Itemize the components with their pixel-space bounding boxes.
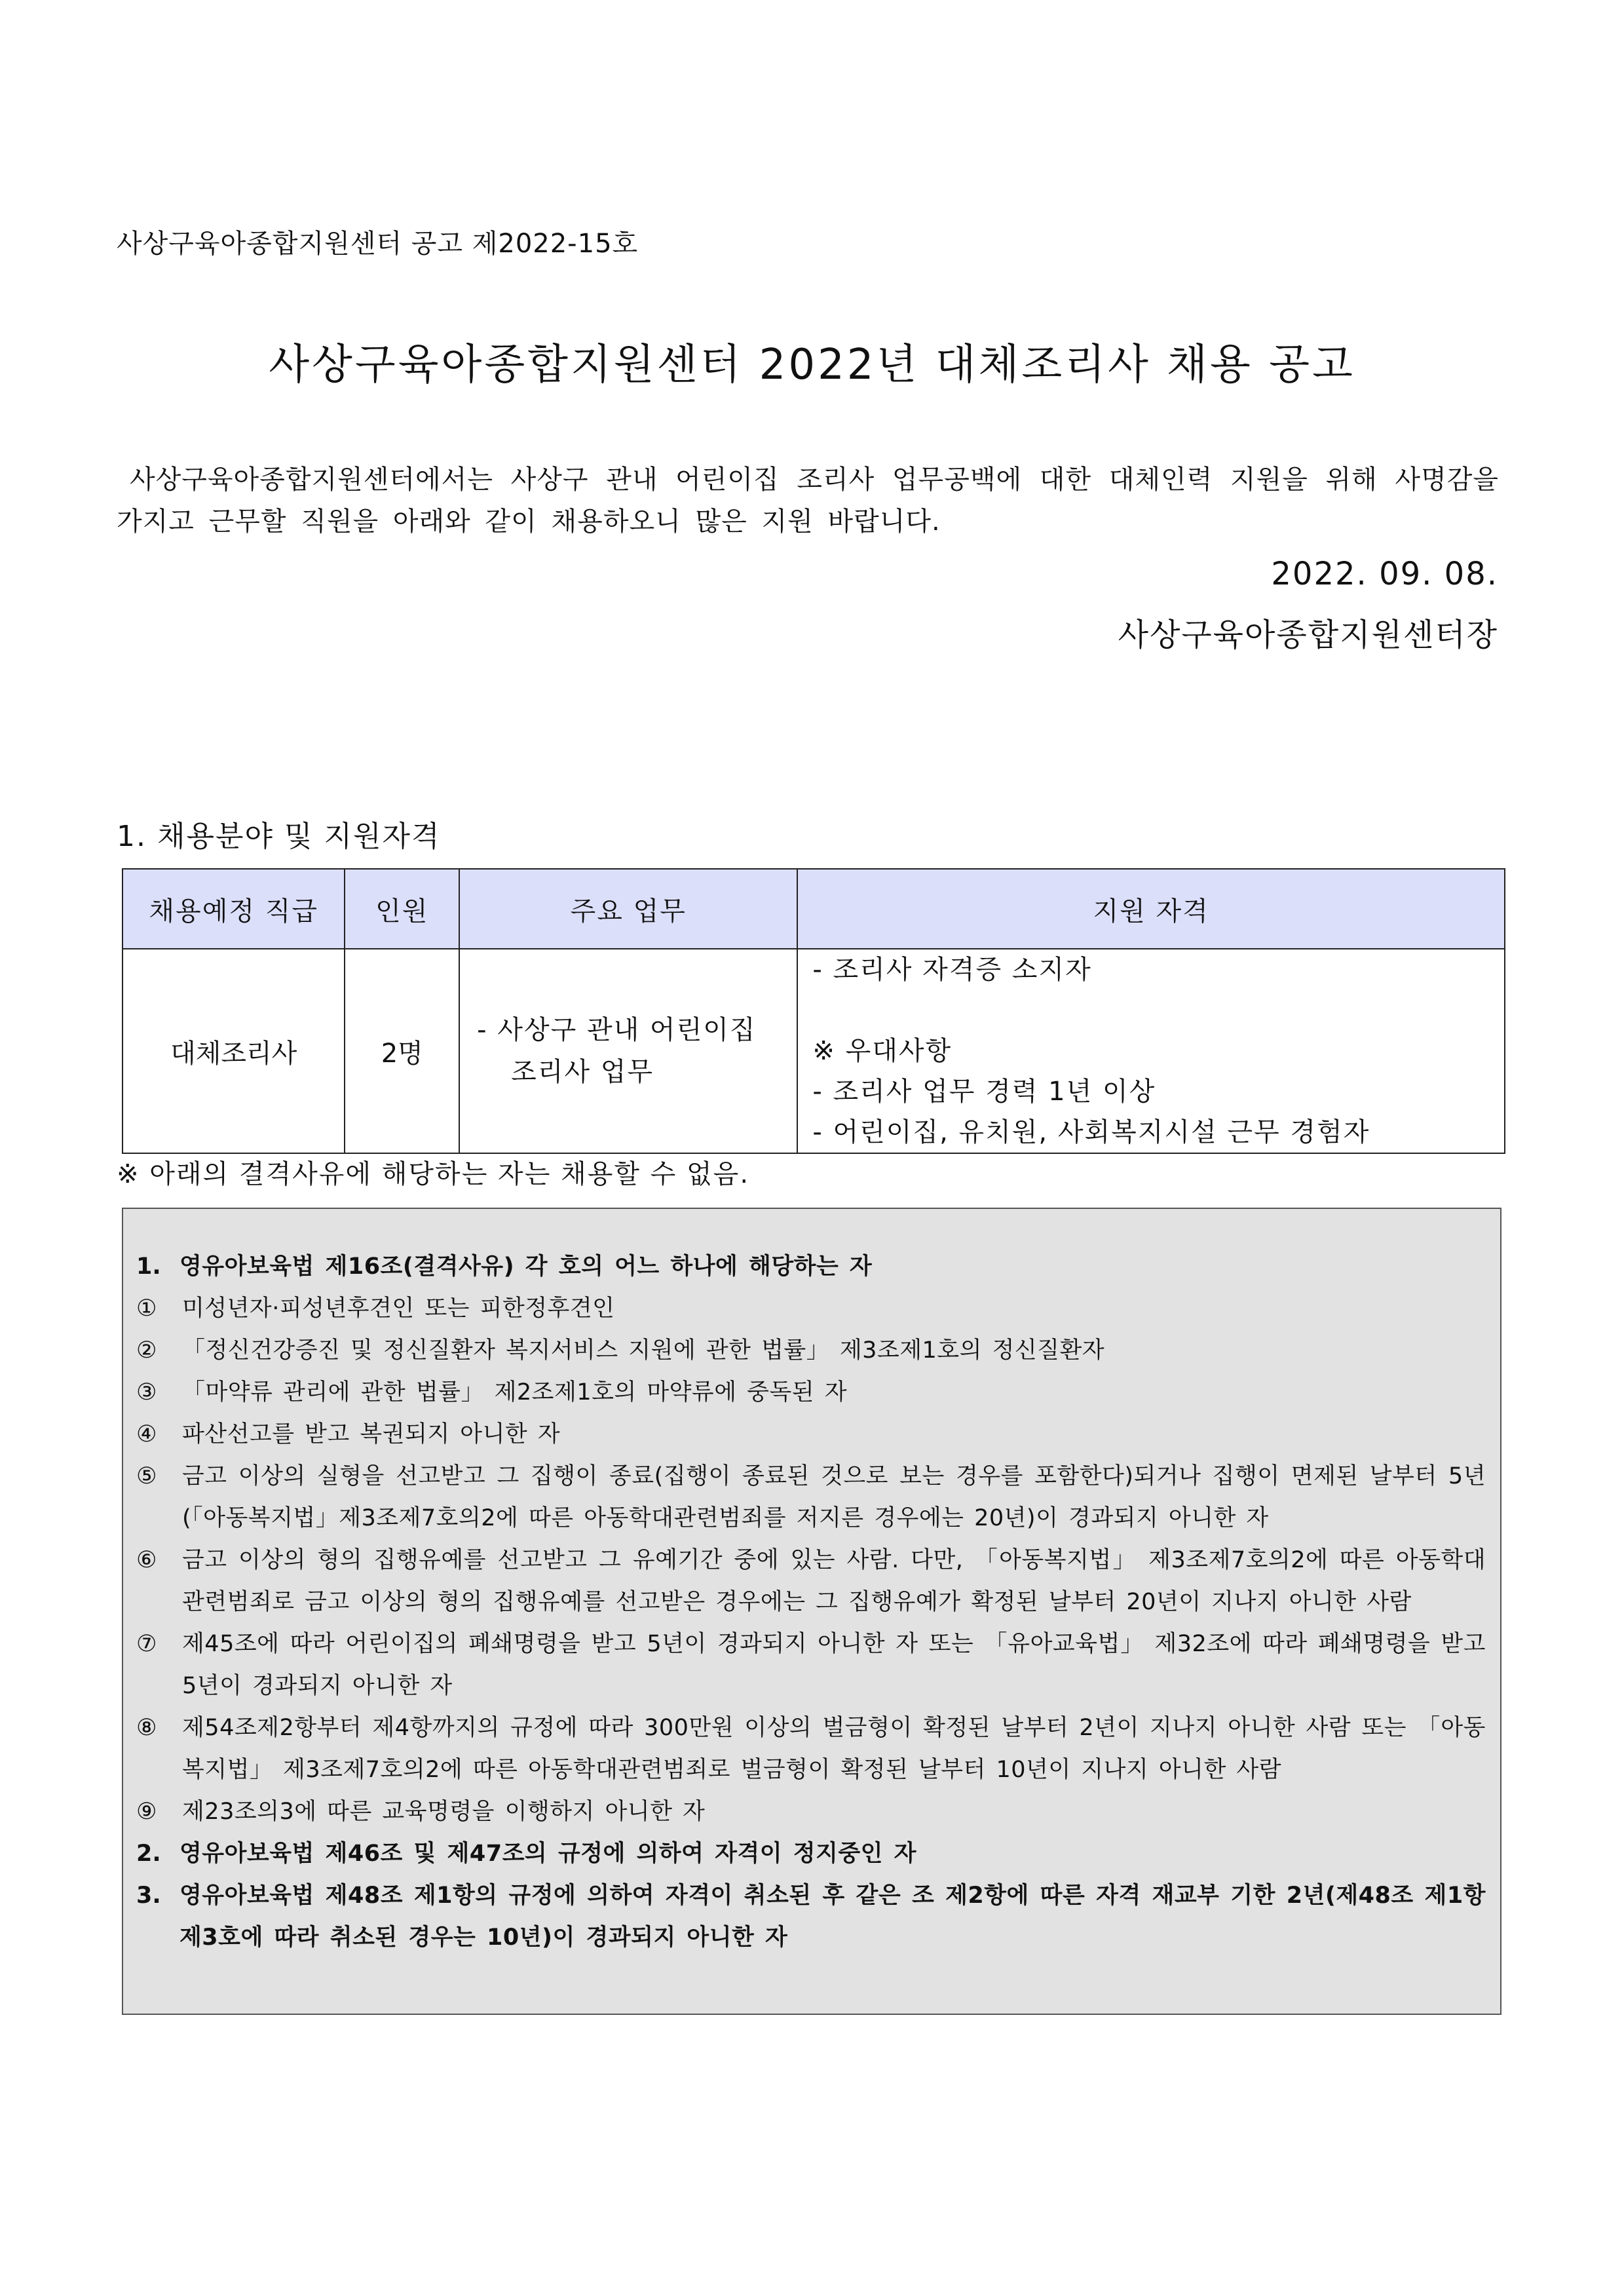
item-text: 영유아보육법 제48조 제1항의 규정에 의하여 자격이 취소된 후 같은 조 제2항에 따른 자격 재교부 기한 2년(제48조 제1항 제3호에 따라 취소된 경우는 10년)이 경과되지 아니한 자 [179,1883,1486,1951]
table-header-row [123,869,1505,949]
disqualification-item [136,1791,1486,1833]
cell-qualifications [797,949,1505,1153]
issuer-name: 사상구육아종합지원센터장 [1118,617,1498,653]
qualification-spacer [812,990,1504,1031]
cell-position: 대체조리사 [123,949,345,1153]
disqualification-item [136,1246,1486,1288]
item-text: 제54조제2항부터 제4항까지의 규정에 따라 300만원 이상의 벌금형이 확정된 날부터 2년이 지나지 아니한 사람 또는 「아동복지법」 제3조제7호의2에 따른 아동학대관련범죄로 벌금형이 확정된 날부터 10년이 지나지 아니한 사람 [182,1715,1486,1783]
disqualification-box [122,1208,1501,2015]
item-marker: ⑥ [136,1547,157,1573]
disqualification-item [136,1623,1486,1707]
disqualification-list [136,1246,1486,1959]
item-text: 금고 이상의 형의 집행유예를 선고받고 그 유예기간 중에 있는 사람. 다만, 「아동복지법」 제3조제7호의2에 따른 아동학대관련범죄로 금고 이상의 형의 집행유예를 선고받은 경우에는 그 집행유예가 확정된 날부터 20년이 지나지 아니한 사람 [182,1547,1486,1615]
disqualification-item [136,1707,1486,1791]
cell-duties [459,949,797,1153]
header-duties: 주요 업무 [459,869,797,949]
item-text: 영유아보육법 제16조(결격사유) 각 호의 어느 하나에 해당하는 자 [179,1253,873,1280]
disqualification-note: ※ 아래의 결격사유에 해당하는 자는 채용할 수 없음. [117,1159,750,1189]
item-marker: 1. [136,1253,161,1280]
disqualification-item [136,1875,1486,1959]
item-marker: ⑨ [136,1799,157,1825]
section-heading: 1. 채용분야 및 지원자격 [117,820,441,853]
item-text: 영유아보육법 제46조 및 제47조의 규정에 의하여 자격이 정지중인 자 [179,1841,916,1867]
notice-number: 사상구육아종합지원센터 공고 제2022-15호 [117,229,639,259]
item-marker: ① [136,1295,157,1322]
item-text: 파산선고를 받고 복권되지 아니한 자 [182,1421,561,1447]
item-text: 미성년자·피성년후견인 또는 피한정후견인 [182,1295,615,1322]
issue-date: 2022. 09. 08. [1271,556,1498,592]
qualification-line: - 어린이집, 유치원, 사회복지시설 근무 경험자 [812,1117,1370,1147]
page-title: 사상구육아종합지원센터 2022년 대체조리사 채용 공고 [269,341,1355,389]
qualification-line: - 조리사 자격증 소지자 [812,955,1092,985]
qualification-line: - 조리사 업무 경력 1년 이상 [812,1077,1156,1107]
intro-paragraph: 사상구육아종합지원센터에서는 사상구 관내 어린이집 조리사 업무공백에 대한 대체인력 지원을 위해 사명감을 가지고 근무할 직원을 아래와 같이 채용하오니 많은 지원 바랍니다. [117,465,1499,537]
item-text: 금고 이상의 실형을 선고받고 그 집행이 종료(집행이 종료된 것으로 보는 경우를 포함한다)되거나 집행이 면제된 날부터 5년(「아동복지법」제3조제7호의2에 따른 아동학대관련범죄를 저지른 경우에는 20년)이 경과되지 아니한 자 [182,1463,1486,1531]
header-headcount: 인원 [345,869,459,949]
header-qualifications: 지원 자격 [797,869,1505,949]
item-marker: ④ [136,1421,157,1447]
qualification-line: ※ 우대사항 [812,1036,953,1066]
item-marker: ⑧ [136,1715,157,1741]
disqualification-item [136,1413,1486,1455]
item-marker: ⑤ [136,1463,157,1489]
item-marker: ③ [136,1379,157,1406]
header-position: 채용예정 직급 [123,869,345,949]
disqualification-item [136,1455,1486,1539]
item-text: 제23조의3에 따른 교육명령을 이행하지 아니한 자 [182,1799,706,1825]
item-text: 「정신건강증진 및 정신질환자 복지서비스 지원에 관한 법률」 제3조제1호의 정신질환자 [182,1337,1105,1364]
item-text: 제45조에 따라 어린이집의 폐쇄명령을 받고 5년이 경과되지 아니한 자 또는 「유아교육법」 제32조에 따라 폐쇄명령을 받고 5년이 경과되지 아니한 자 [182,1631,1486,1699]
disqualification-item [136,1371,1486,1413]
duty-line: - 사상구 관내 어린이집 [477,1015,757,1045]
disqualification-item [136,1539,1486,1623]
disqualification-item [136,1330,1486,1371]
recruitment-table [122,868,1505,1154]
item-marker: 2. [136,1841,161,1867]
item-text: 「마약류 관리에 관한 법률」 제2조제1호의 마약류에 중독된 자 [182,1379,848,1406]
disqualification-item [136,1288,1486,1330]
disqualification-item [136,1833,1486,1875]
duty-line: 조리사 업무 [511,1057,654,1087]
table-row [123,949,1505,1153]
cell-headcount: 2명 [345,949,459,1153]
item-marker: ⑦ [136,1631,157,1657]
item-marker: ② [136,1337,157,1364]
item-marker: 3. [136,1883,161,1909]
